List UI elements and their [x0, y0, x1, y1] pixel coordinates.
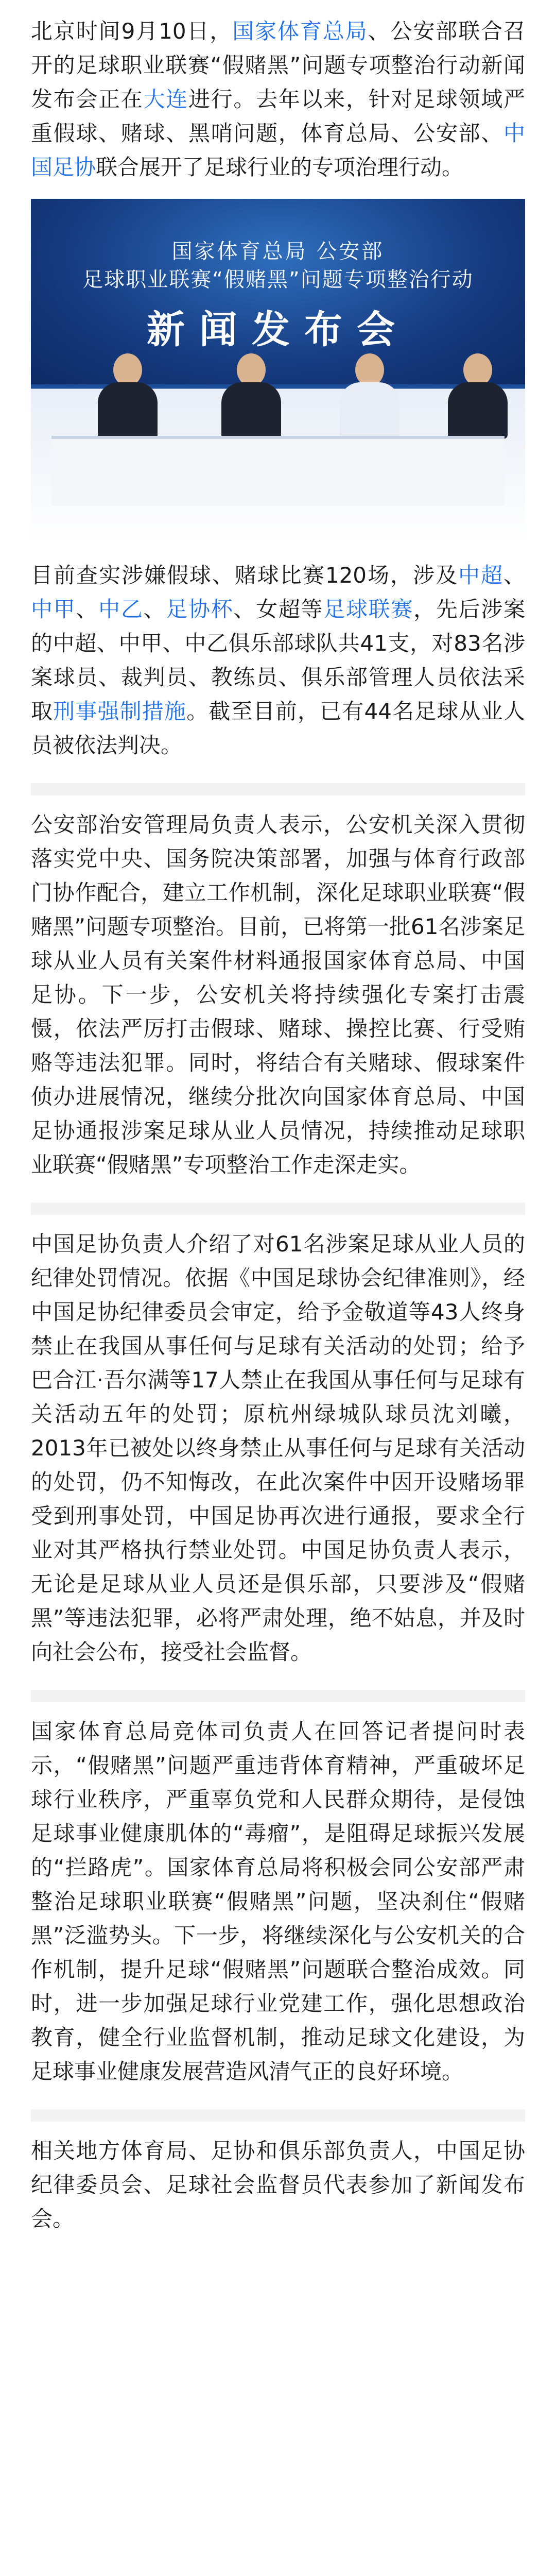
text-run: 北京时间9月10日，: [31, 19, 233, 44]
inline-link[interactable]: 中乙: [98, 597, 144, 622]
photo-banner-line-1: 国家体育总局 公安部: [171, 240, 385, 263]
text-run: 。截至目前，已有44名足球从业人员被依法判决。: [31, 699, 525, 758]
inline-link[interactable]: 刑事强制措施: [53, 699, 187, 724]
paragraph-attendees: [31, 2134, 525, 2236]
text-run: 、女超等: [233, 597, 324, 622]
paragraph-sports-bureau: [31, 1715, 525, 2089]
text-run: 目前查实涉嫌假球、赌球比赛120场，涉及: [31, 563, 458, 588]
inline-link[interactable]: 中超: [458, 563, 503, 588]
inline-link[interactable]: 中国足协: [31, 121, 525, 180]
press-conference-photo: [31, 199, 525, 544]
speaker-figure: [329, 353, 407, 441]
text-run: 联合展开了足球行业的专项治理行动。: [96, 155, 464, 180]
photo-banner-line-3: 新闻发布会: [147, 308, 409, 352]
text-run: 进行。去年以来，针对足球领域严重假球、赌球、黑哨问题，体育总局、公安部、: [31, 87, 525, 146]
inline-link[interactable]: 足球联赛: [323, 597, 414, 622]
inline-link[interactable]: 国家体育总局: [232, 19, 368, 44]
paragraph-intro: [31, 14, 525, 184]
text-run: 、: [503, 563, 525, 588]
speaker-figure: [88, 353, 165, 441]
text-run: 国家体育总局竞体司负责人在回答记者提问时表示，“假赌黑”问题严重违背体育精神，严重破坏足球行业秩序，严重辜负党和人民群众期待，是侵蚀足球事业健康肌体的“毒瘤”，是阻碍足球振兴发展的“拦路虎”。国家体育总局将积极会同公安部严肃整治足球职业联赛“假赌黑”问题，坚决刹住“假赌黑”泛滥势头。下一步，将继续深化与公安机关的合作机制，提升足球“假赌黑”问题联合整治成效。同时，进一步加强足球行业党建工作，强化思想政治教育，健全行业监督机制，推动足球文化建设，为足球事业健康发展营造风清气正的良好环境。: [31, 1719, 525, 2084]
paragraph-police: [31, 808, 525, 1182]
paragraph-cases: [31, 558, 525, 762]
text-run: 、: [143, 597, 166, 622]
speaker-figure: [211, 353, 288, 441]
inline-link[interactable]: 中甲: [31, 597, 76, 622]
text-run: 、: [76, 597, 99, 622]
photo-banner-line-2: 足球职业联赛“假赌黑”问题专项整治行动: [82, 268, 474, 292]
section-divider: [31, 1202, 525, 1215]
text-run: 中国足协负责人介绍了对61名涉案足球从业人员的纪律处罚情况。依据《中国足球协会纪律准则》，经中国足协纪律委员会审定，给予金敬道等43人终身禁止在我国从事任何与足球有关活动的处罚；给予巴合江·吾尔满等17人禁止在我国从事任何与足球有关活动五年的处罚；原杭州绿城队球员沈刘曦，2013年已被处以终身禁止从事任何与足球有关活动的处罚，仍不知悔改，在此次案件中因开设赌场罪受到刑事处罚，中国足协再次进行通报，要求全行业对其严格执行禁业处罚。中国足协负责人表示，无论是足球从业人员还是俱乐部，只要涉及“假赌黑”等违法犯罪，必将严肃处理，绝不姑息，并及时向社会公布，接受社会监督。: [31, 1231, 525, 1665]
section-divider: [31, 2109, 525, 2122]
text-run: ，先后涉案的中超、中甲、中乙俱乐部球队共41支，对83名涉案球员、裁判员、教练员、俱乐部管理人员依法采取: [31, 597, 525, 724]
text-run: 、公安部联合召开的足球职业联赛“假赌黑”问题专项整治行动新闻发布会正在: [31, 19, 525, 112]
text-run: 相关地方体育局、足协和俱乐部负责人，中国足协纪律委员会、足球社会监督员代表参加了新闻发布会。: [31, 2138, 525, 2231]
inline-link[interactable]: 足协杯: [166, 597, 234, 622]
text-run: 公安部治安管理局负责人表示，公安机关深入贯彻落实党中央、国务院决策部署，加强与体育行政部门协作配合，建立工作机制，深化足球职业联赛“假赌黑”问题专项整治。目前，已将第一批61名涉案足球从业人员有关案件材料通报国家体育总局、中国足协。下一步，公安机关将持续强化专案打击震慑，依法严厉打击假球、赌球、操控比赛、行受贿赂等违法犯罪。同时，将结合有关赌球、假球案件侦办进展情况，继续分批次向国家体育总局、中国足协通报涉案足球从业人员情况，持续推动足球职业联赛“假赌黑”专项整治工作走深走实。: [31, 812, 525, 1177]
inline-link[interactable]: 大连: [143, 87, 188, 112]
section-divider: [31, 783, 525, 795]
section-divider: [31, 1690, 525, 1702]
paragraph-cfa: [31, 1227, 525, 1669]
speaker-figure: [438, 353, 515, 441]
conference-table: [51, 436, 505, 506]
